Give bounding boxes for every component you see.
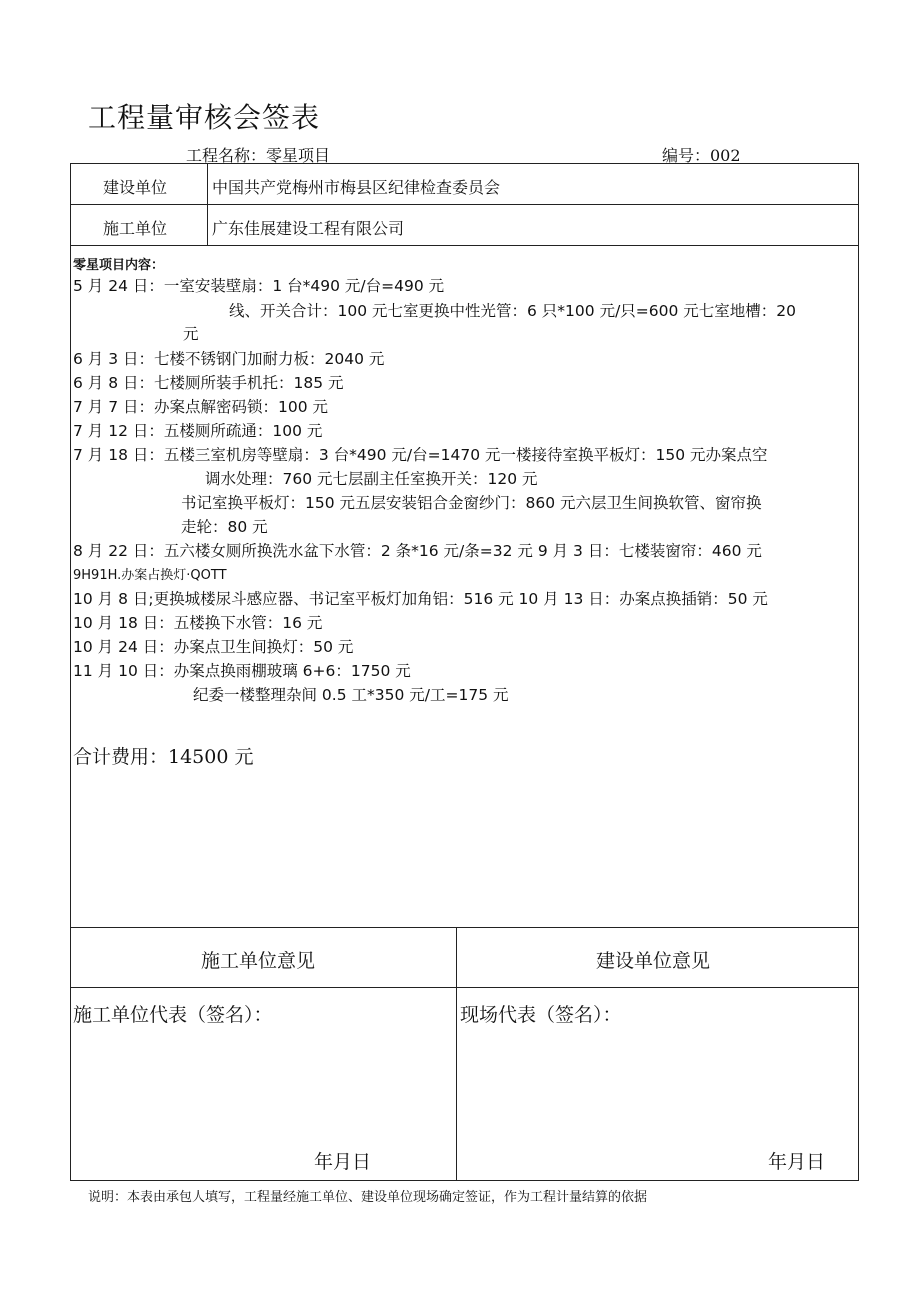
- row-divider: [71, 927, 858, 928]
- content-line: 8 月 22 日：五六楼女厕所换洗水盆下水管：2 条*16 元/条=32 元 9 月 3 日：七楼装窗帘：460 元: [73, 542, 762, 560]
- builder-date-field[interactable]: 年月日: [768, 1151, 826, 1173]
- content-line: 6 月 8 日：七楼厕所装手机托：185 元: [73, 374, 344, 392]
- builder-label: 建设单位: [103, 178, 168, 197]
- builder-signature-field[interactable]: 现场代表（签名）：: [460, 1004, 622, 1026]
- content-line: 调水处理：760 元七层副主任室换开关：120 元: [205, 470, 538, 488]
- content-heading: 零星项目内容：: [73, 258, 165, 273]
- contractor-label: 施工单位: [103, 219, 168, 238]
- builder-value: 中国共产党梅州市梅县区纪律检查委员会: [212, 178, 501, 197]
- contractor-signature-field[interactable]: 施工单位代表（签名）：: [73, 1004, 273, 1026]
- contractor-date-field[interactable]: 年月日: [314, 1151, 372, 1173]
- page-title: 工程量审核会签表: [88, 101, 321, 134]
- row-divider: [71, 987, 858, 988]
- content-line: 11 月 10 日：办案点换雨棚玻璃 6+6：1750 元: [73, 662, 411, 680]
- project-name-label: 工程名称：零星项目: [186, 146, 331, 165]
- footnote: 说明：本表由承包人填写，工程量经施工单位、建设单位现场确定签证，作为工程计量结算的依据: [88, 1190, 648, 1205]
- content-line: 10 月 18 日：五楼换下水管：16 元: [73, 614, 323, 632]
- row-divider: [71, 245, 858, 246]
- content-line: 9H91H.办案占换灯·QOTT: [73, 568, 227, 583]
- content-line: 10 月 24 日：办案点卫生间换灯：50 元: [73, 638, 354, 656]
- content-line: 7 月 7 日：办案点解密码锁：100 元: [73, 398, 329, 416]
- form-number-label: 编号：002: [662, 146, 741, 165]
- content-line: 7 月 12 日：五楼厕所疏通：100 元: [73, 422, 323, 440]
- builder-opinion-title: 建设单位意见: [596, 950, 711, 972]
- column-divider: [456, 927, 457, 1181]
- audit-sign-form: [70, 163, 859, 1181]
- contractor-value: 广东佳展建设工程有限公司: [212, 219, 405, 238]
- content-line: 6 月 3 日：七楼不锈钢门加耐力板：2040 元: [73, 350, 385, 368]
- content-line: 走轮：80 元: [181, 518, 268, 536]
- content-line: 5 月 24 日：一室安装壁扇：1 台*490 元/台=490 元: [73, 277, 445, 295]
- contractor-opinion-title: 施工单位意见: [201, 950, 316, 972]
- content-line: 7 月 18 日：五楼三室机房等壁扇：3 台*490 元/台=1470 元一楼接待室换平板灯：150 元办案点空: [73, 446, 768, 464]
- content-line: 纪委一楼整理杂间 0.5 工*350 元/工=175 元: [193, 686, 509, 704]
- content-line: 10 月 8 日;更换城楼尿斗感应器、书记室平板灯加角铝：516 元 10 月 13 日：办案点换插销：50 元: [73, 590, 768, 608]
- content-line: 线、开关合计：100 元七室更换中性光管：6 只*100 元/只=600 元七室地槽：20: [229, 302, 797, 320]
- column-divider: [207, 164, 208, 245]
- row-divider: [71, 204, 858, 205]
- content-line: 书记室换平板灯：150 元五层安装铝合金窗纱门：860 元六层卫生间换软管、窗帘换: [181, 494, 762, 512]
- total-cost: 合计费用：14500 元: [73, 746, 254, 768]
- content-line: 元: [183, 325, 199, 343]
